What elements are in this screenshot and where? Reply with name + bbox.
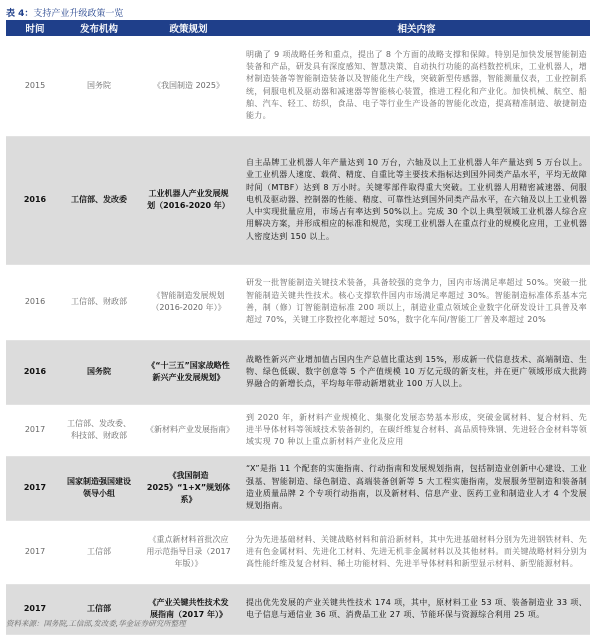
row-year: 2016 — [6, 264, 64, 340]
table-row — [6, 340, 590, 404]
row-policy: 《重点新材料首批次应用示范指导目录（2017 年版）》 — [134, 520, 243, 584]
row-policy: 《我国制造 2025》“1+X”规划体系》 — [134, 456, 243, 520]
row-org: 工信部、财政部 — [64, 264, 134, 340]
row-content: 战略性新兴产业增加值占国内生产总值比重达到 15%，形成新一代信息技术、高端制造、生物、绿色低碳、数字创意等 5 个产值规模 10 万亿元级的新支柱，并在更广领域形成大批跨界融合的新增长点，平均每年带动新增就业 100 万人以上。 — [243, 340, 590, 404]
table-row — [6, 264, 590, 340]
row-org: 国务院 — [64, 340, 134, 404]
row-content: 分为先进基础材料、关键战略材料和前沿新材料，其中先进基础材料分别为先进钢铁材料、先进有色金属材料、先进化工材料、先进无机非金属材料以及其他材料。而关键战略材料分别为高性能纤维及复合材料、稀土功能材料、先进半导体材料和新型显示材料、新型能源材料。 — [243, 520, 590, 584]
row-org: 国务院 — [64, 36, 134, 136]
caption-label: 表 4： — [6, 9, 34, 19]
row-year: 2016 — [6, 340, 64, 404]
row-content: 明确了 9 项战略任务和重点，提出了 8 个方面的战略支撑和保障。特别是加快发展智能制造装备和产品，研发具有深度感知、智慧决策、自动执行功能的高档数控机床，工业机器人，增材制造装备等智能制造装备以及智能化生产线，突破新型传感器，智能测量仪表，工业控制系统，伺服电机及驱动器和减速器等智能核心装置，推进工程化和产业化。加快机械、航空、船舶、汽车、轻工、纺织，食品、电子等行业生产设备的智能化改造，提高精准制造、敏捷制造能力。 — [243, 36, 590, 136]
row-content: 自主品牌工业机器人年产量达到 10 万台，六轴及以上工业机器人年产量达到 5 万台以上。业工业机器人速度、载荷、精度、自重比等主要技术指标达到国外同类产品水平，平均无故障时间（MTBF）达到 8 万小时。关键零部件取得重大突破。工业机器人用精密减速器、伺服电机及驱动器、控制器的性能、精度、可靠性达到国外同类产品水平，在六轴及以上工业机器人中实现批量应用，市场占有率达到 50%以上。完成 30 个以上典型领域工业机器人综合应用解决方案，并形成相应的标准和规范，实现工业机器人在重点行业的规模化应用，工业机器人密度达到 150 以上。 — [243, 136, 590, 264]
row-policy: 《新材料产业发展指南》 — [134, 404, 243, 456]
table-row — [6, 456, 590, 520]
row-year: 2016 — [6, 136, 64, 264]
row-org: 工信部 — [64, 520, 134, 584]
table-row — [6, 36, 590, 136]
row-org: 工信部、发改委、科技部、财政部 — [64, 404, 134, 456]
row-year: 2017 — [6, 520, 64, 584]
header-content: 相关内容 — [243, 20, 590, 36]
row-policy: 《智能制造发展规划（2016-2020 年）》 — [134, 264, 243, 340]
row-year: 2015 — [6, 36, 64, 136]
row-org: 国家制造强国建设领导小组 — [64, 456, 134, 520]
header-time: 时间 — [6, 20, 64, 36]
table-caption — [6, 6, 123, 19]
table-row — [6, 520, 590, 584]
table-row — [6, 136, 590, 264]
row-content: 提出优先发展的产业关键共性技术 174 项，其中，原材料工业 53 项、装备制造业 33 项、电子信息与通信业 36 项、消费品工业 27 项、节能环保与资源综合利用 25 项。 — [243, 584, 590, 634]
row-policy: 《我国制造 2025》 — [134, 36, 243, 136]
row-policy: 《产业关键共性技术发展指南（2017 年）》 — [134, 584, 243, 634]
row-year: 2017 — [6, 404, 64, 456]
table-header-row — [6, 20, 590, 36]
row-content: 到 2020 年，新材料产业规模化、集聚化发展态势基本形成，突破金属材料、复合材料、先进半导体材料等领域技术装备制约，在碳纤维复合材料、高品质特殊钢、先进轻合金材料等领域实现 70 种以上重点新材料产业化及应用 — [243, 404, 590, 456]
row-policy: 工业机器人产业发展规划（2016-2020 年） — [134, 136, 243, 264]
policy-table — [6, 20, 590, 635]
caption-text: 支持产业升级政策一览 — [33, 9, 124, 19]
table-row — [6, 404, 590, 456]
row-org: 工信部 — [64, 584, 134, 634]
row-policy: 《“十三五”国家战略性新兴产业发展规划》 — [134, 340, 243, 404]
header-org: 发布机构 — [64, 20, 134, 36]
row-year: 2017 — [6, 584, 64, 634]
source-note: 资料来源：国务院,工信部,发改委,华金证券研究所整理 — [6, 619, 186, 628]
row-content: “X”是指 11 个配套的实施指南、行动指南和发展规划指南，包括制造业创新中心建设、工业强基、智能制造、绿色制造、高端装备创新等 5 大工程实施指南，发展服务型制造和装备制造业质量品牌 2 个专项行动指南，以及新材料、信息产业、医药工业和制造业人才 4 个发展规划指南。 — [243, 456, 590, 520]
row-org: 工信部、发改委 — [64, 136, 134, 264]
row-year: 2017 — [6, 456, 64, 520]
header-policy: 政策规划 — [134, 20, 243, 36]
row-content: 研发一批智能制造关键技术装备，具备较强的竞争力，国内市场满足率超过 50%。突破一批智能制造关键共性技术。核心支撑软件国内市场满足率超过 30%。智能制造标准体系基本完善，制（修）订智能制造标准 200 项以上，制造业重点领域企业数字化研发设计工具普及率超过 70%，关键工序数控化率超过 50%，数字化车间/智能工厂普及率超过 20% — [243, 264, 590, 340]
